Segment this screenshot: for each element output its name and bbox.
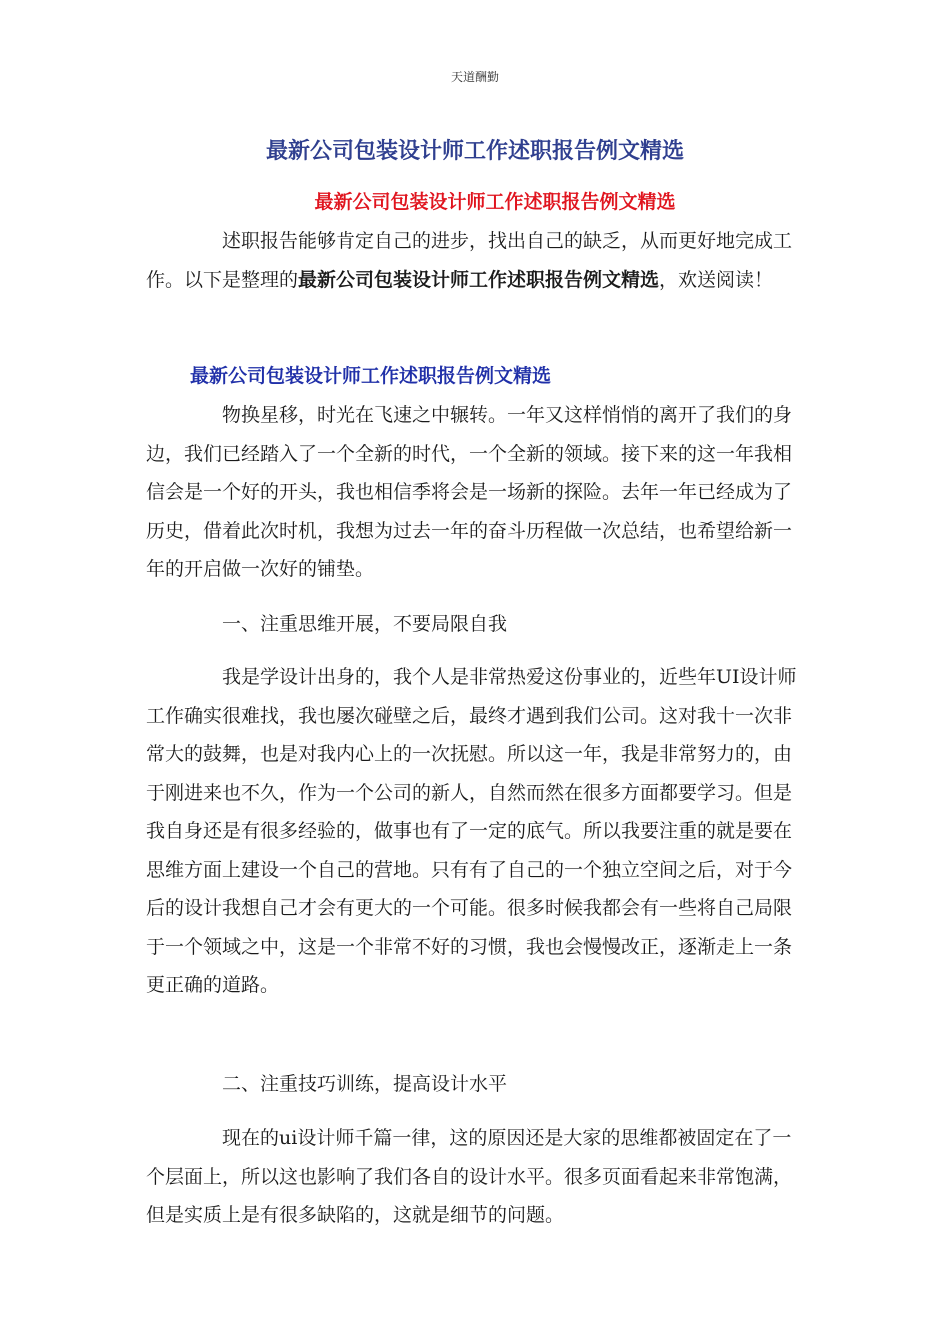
body-paragraph-2: 我是学设计出身的，我个人是非常热爱这份事业的，近些年UI设计师工作确实很难找，我也屡次碰壁之后，最终才遇到我们公司。这对我十一次非常大的鼓舞，也是对我内心上的一次抚慰。所以这一年，我是非常努力的，由于刚进来也不久，作为一个公司的新人，自然而然在很多方面都要学习。但是我自身还是有很多经验的，做事也有了一定的底气。所以我要注重的就是要在思维方面上建设一个自己的营地。只有有了自己的一个独立空间之后，对于今后的设计我想自己才会有更大的一个可能。很多时候我都会有一些将自己局限于一个领域之中，这是一个非常不好的习惯，我也会慢慢改正，逐渐走上一条更正确的道路。 xyxy=(146,666,797,996)
intro-text-bold: 最新公司包装设计师工作述职报告例文精选 xyxy=(298,268,660,291)
document-subtitle: 最新公司包装设计师工作述职报告例文精选 xyxy=(314,191,676,213)
intro-text-before: 述职报告能够肯定自己的进步，找出自己的缺乏，从而更好地完成工作。以下是整理的 xyxy=(146,230,793,291)
page-header: 天道酬勤 xyxy=(450,70,499,84)
intro-text-after: ，欢送阅读！ xyxy=(659,268,774,291)
document-title: 最新公司包装设计师工作述职报告例文精选 xyxy=(265,139,684,164)
section-title: 最新公司包装设计师工作述职报告例文精选 xyxy=(190,365,552,387)
heading-2: 二、注重技巧训练，提高设计水平 xyxy=(222,1073,508,1095)
heading-1: 一、注重思维开展，不要局限自我 xyxy=(222,613,508,635)
body-paragraph-1: 物换星移，时光在飞速之中辗转。一年又这样悄悄的离开了我们的身边，我们已经踏入了一个全新的时代，一个全新的领域。接下来的这一年我相信会是一个好的开头，我也相信季将会是一场新的探险。去年一年已经成为了历史，借着此次时机，我想为过去一年的奋斗历程做一次总结，也希望给新一年的开启做一次好的铺垫。 xyxy=(146,404,793,580)
intro-paragraph xyxy=(146,222,806,299)
body-paragraph-3: 现在的ui设计师千篇一律，这的原因还是大家的思维都被固定在了一个层面上，所以这也影响了我们各自的设计水平。很多页面看起来非常饱满，但是实质上是有很多缺陷的，这就是细节的问题。 xyxy=(146,1127,793,1226)
